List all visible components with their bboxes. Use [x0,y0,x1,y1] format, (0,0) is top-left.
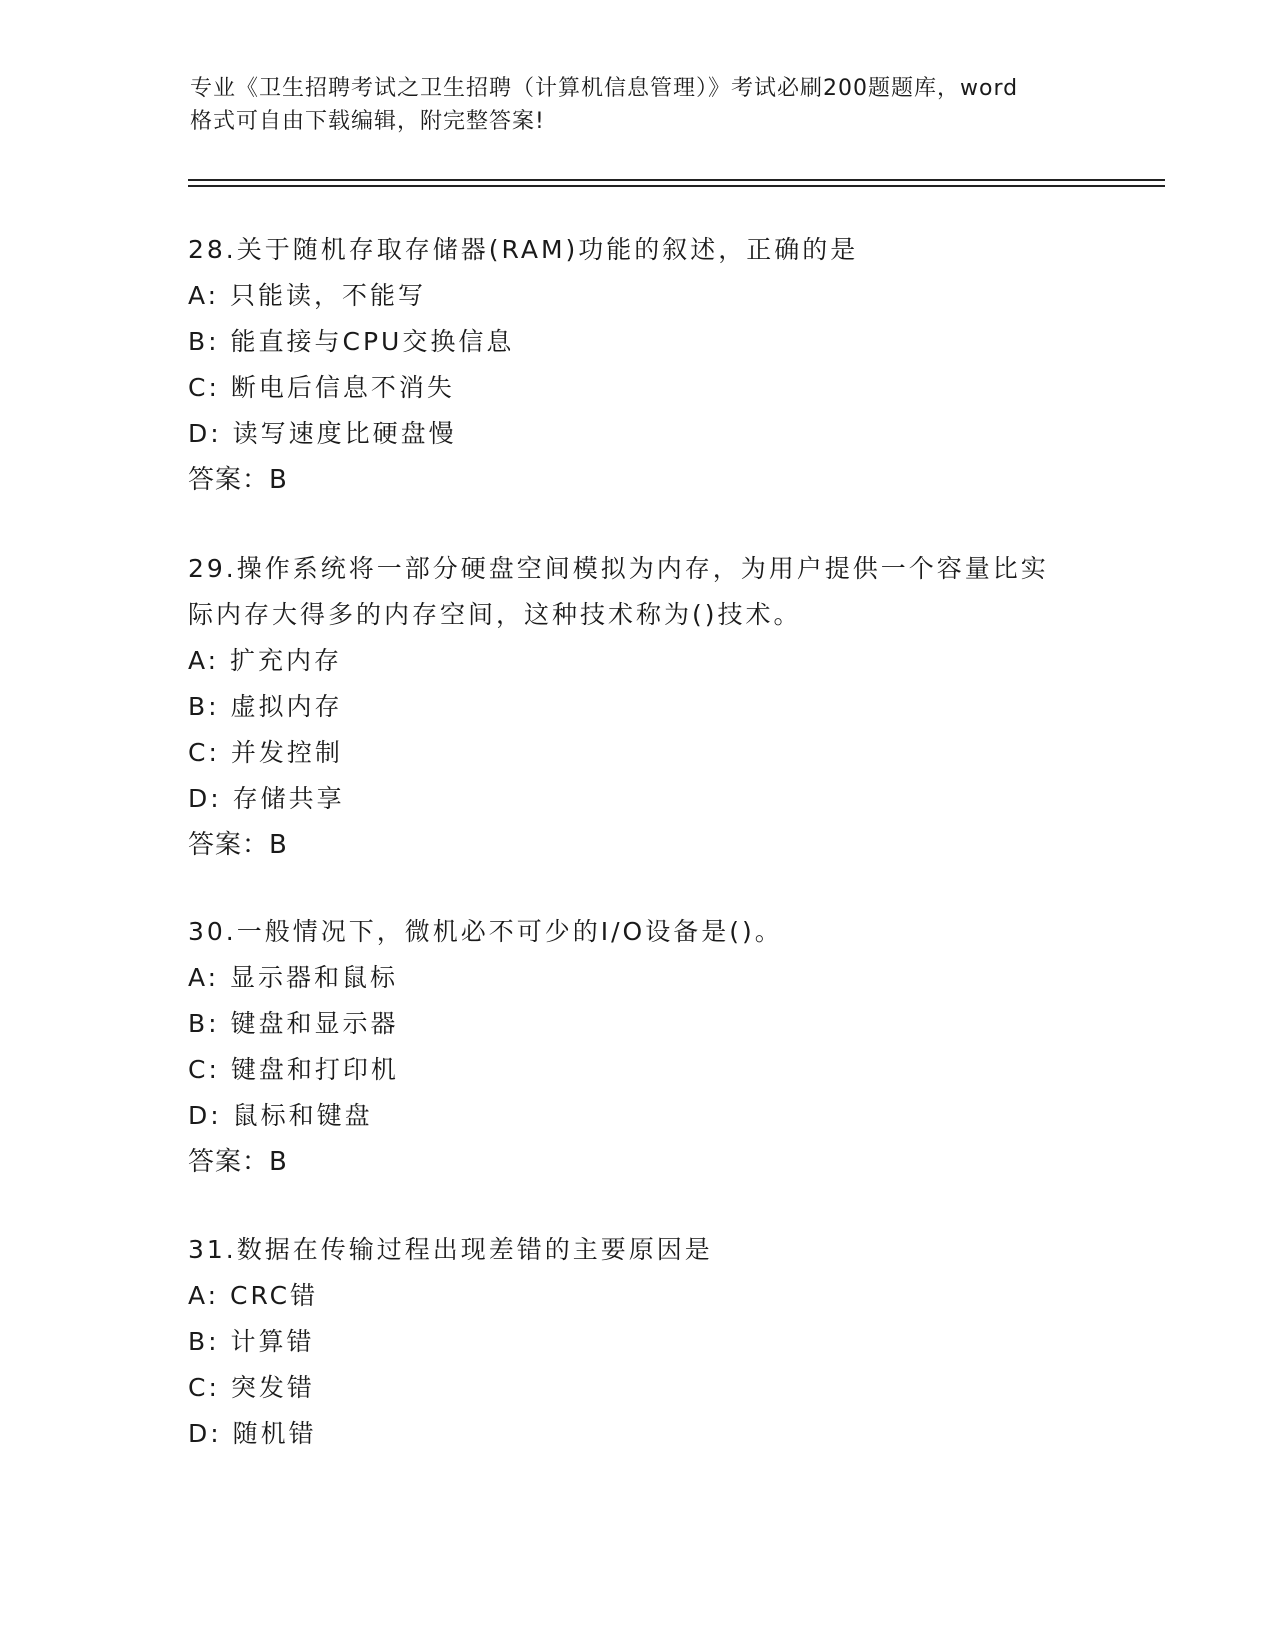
option-c: C: 键盘和打印机 [188,1055,399,1084]
option-a: A: 只能读，不能写 [188,281,427,310]
option-b: B: 键盘和显示器 [188,1009,399,1038]
option-b: B: 计算错 [188,1327,315,1356]
header-line-1: 专业《卫生招聘考试之卫生招聘（计算机信息管理）》考试必刷200题题库，word [190,76,1019,101]
option-d: D: 读写速度比硬盘慢 [188,419,457,448]
answer: 答案：B [188,830,288,860]
option-c: C: 突发错 [188,1373,315,1402]
question-28 [188,227,1108,503]
question-29 [188,546,1108,868]
header-line-2: 格式可自由下载编辑，附完整答案! [190,109,545,134]
option-d: D: 存储共享 [188,784,345,813]
question-title: 31.数据在传输过程出现差错的主要原因是 [188,1235,713,1264]
question-31 [188,1227,1108,1457]
question-title-continued: 际内存大得多的内存空间，这种技术称为()技术。 [188,600,802,629]
question-title: 30.一般情况下，微机必不可少的I/O设备是()。 [188,917,783,946]
option-b: B: 虚拟内存 [188,692,343,721]
header-divider-bottom [188,185,1165,187]
option-a: A: 显示器和鼠标 [188,963,399,992]
header-divider-top [188,179,1165,181]
option-a: A: CRC错 [188,1281,319,1310]
question-30 [188,909,1108,1185]
question-title: 29.操作系统将一部分硬盘空间模拟为内存，为用户提供一个容量比实 [188,554,1049,583]
answer: 答案：B [188,1147,288,1177]
option-d: D: 鼠标和键盘 [188,1101,373,1130]
option-d: D: 随机错 [188,1419,317,1448]
document-header [190,72,1090,138]
option-b: B: 能直接与CPU交换信息 [188,327,515,356]
option-a: A: 扩充内存 [188,646,343,675]
question-title: 28.关于随机存取存储器(RAM)功能的叙述，正确的是 [188,235,859,264]
option-c: C: 断电后信息不消失 [188,373,455,402]
answer: 答案：B [188,465,288,495]
option-c: C: 并发控制 [188,738,343,767]
